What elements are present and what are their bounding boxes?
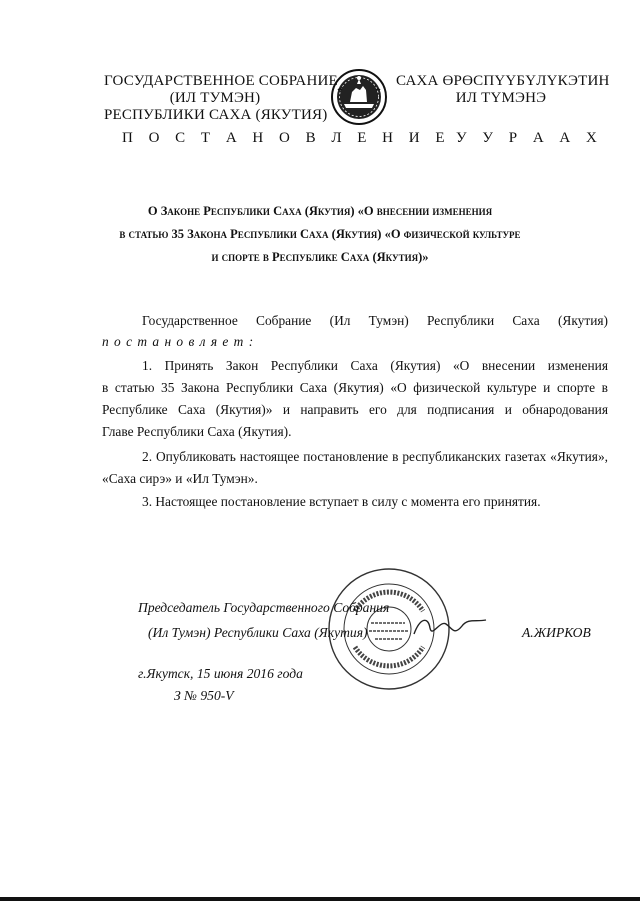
signatory-name: А.ЖИРКОВ bbox=[522, 625, 591, 640]
handwritten-signature bbox=[410, 612, 490, 642]
issuer-name-ru bbox=[104, 73, 338, 124]
intro-text: Государственное Собрание (Ил Тумэн) Республики Саха (Якутия) bbox=[142, 313, 608, 328]
coat-of-arms-sakha-icon bbox=[330, 68, 388, 126]
item-1-line-1: 1. Принять Закон Республики Саха (Якутия) «О внесении изменения bbox=[142, 358, 608, 373]
resolves-text: п о с т а н о в л я е т : bbox=[102, 334, 255, 349]
doc-type-sah: У У Р А А Х bbox=[456, 130, 603, 146]
title-line-1: О Законе Республики Саха (Якутия) «О внесении изменения bbox=[147, 204, 493, 218]
item-2-line-2: «Саха сирэ» и «Ил Тумэн». bbox=[102, 471, 258, 486]
item-1-line-4: Главе Республики Саха (Якутия). bbox=[102, 424, 292, 439]
item-1-line-2: в статью 35 Закона Республики Саха (Якутия) «О физической культуре и спорте в bbox=[102, 380, 608, 395]
document-title bbox=[110, 200, 530, 269]
title-line-2: в статью 35 Закона Республики Саха (Якутия) «О физической культуре bbox=[119, 227, 521, 241]
scan-edge-line bbox=[0, 897, 640, 901]
item-3: 3. Настоящее постановление вступает в силу с момента его принятия. bbox=[142, 494, 541, 509]
issuer-sah-line-2: ИЛ ТҮМЭНЭ bbox=[455, 90, 547, 106]
issuer-line-2: (ИЛ ТУМЭН) bbox=[169, 90, 261, 106]
issuer-name-sah bbox=[396, 73, 610, 107]
issuer-line-1: ГОСУДАРСТВЕННОЕ СОБРАНИЕ bbox=[104, 73, 338, 89]
place-and-date: г.Якутск, 15 июня 2016 года bbox=[138, 666, 303, 681]
signatory-position-line-2: (Ил Тумэн) Республики Саха (Якутия) bbox=[148, 625, 368, 640]
item-2-line-1: 2. Опубликовать настоящее постановление в республиканских газетах «Якутия», bbox=[142, 449, 608, 464]
title-line-3: и спорте в Республике Саха (Якутия)» bbox=[211, 250, 429, 264]
issuer-sah-line-1: САХА ӨРӨСПҮҮБҮЛҮКЭТИН bbox=[396, 73, 610, 89]
document-number: З № 950-V bbox=[174, 688, 234, 703]
issuer-line-3: РЕСПУБЛИКИ САХА (ЯКУТИЯ) bbox=[104, 107, 328, 123]
item-1-line-3: Республике Саха (Якутия)» и направить его для подписания и обнародования bbox=[102, 402, 608, 417]
doc-type-ru: П О С Т А Н О В Л Е Н И Е bbox=[122, 130, 451, 146]
signatory-position-line-1: Председатель Государственного Собрания bbox=[138, 600, 390, 615]
